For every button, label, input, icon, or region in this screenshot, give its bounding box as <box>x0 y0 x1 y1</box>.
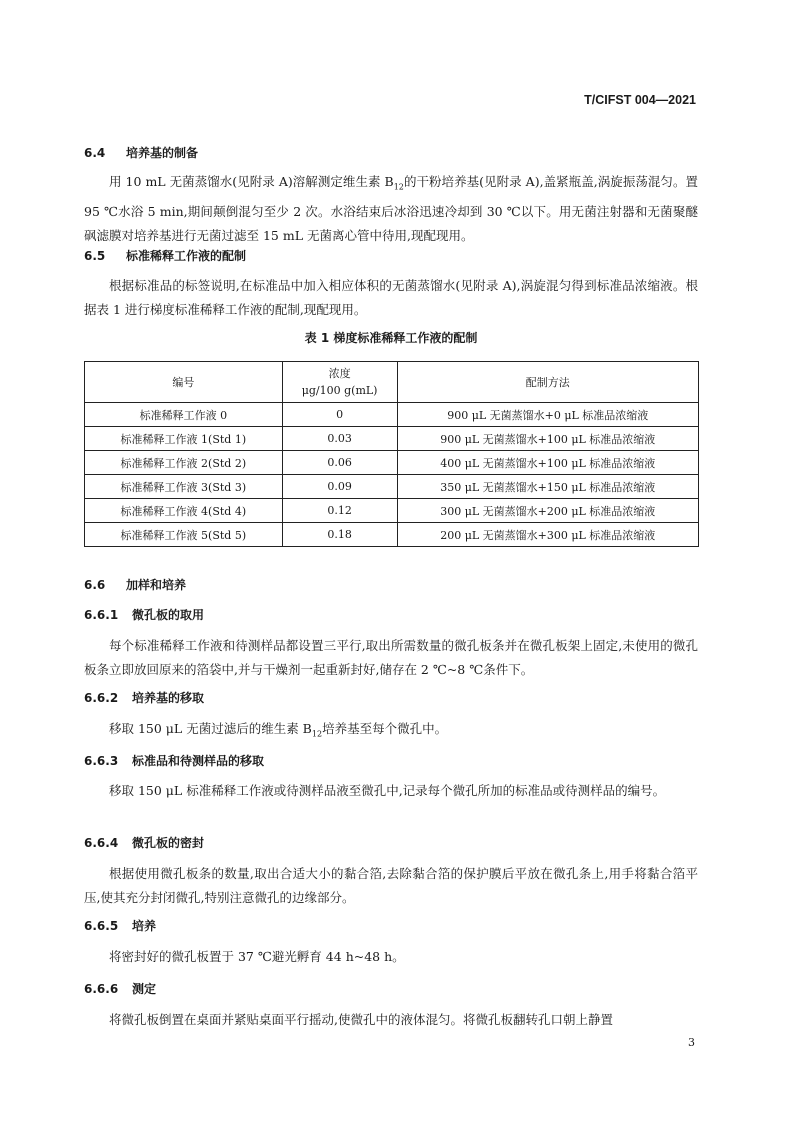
cell-id: 标准稀释工作液 1(Std 1) <box>85 427 283 451</box>
section-number: 6.6.6 <box>84 982 119 996</box>
paragraph-6-6-2 <box>84 717 698 747</box>
document-code: T/CIFST 004—2021 <box>584 93 696 107</box>
page-number: 3 <box>688 1036 695 1049</box>
text-run: 用 10 mL 无菌蒸馏水(见附录 A)溶解测定维生素 B <box>109 174 394 189</box>
text-run: 的干粉培养基(见附录 A),盖紧瓶盖,涡旋振荡混匀。置 95 ℃水浴 5 min,期间颠倒混匀至少 2 次。水浴结束后冰浴迅速冷却到 30 ℃以下。用无菌注射器和无菌聚醚砜滤膜对培养基进行无菌过滤至 15 mL 无菌离心管中待用,现配现用。 <box>84 174 698 243</box>
cell-method: 300 μL 无菌蒸馏水+200 μL 标准品浓缩液 <box>397 499 698 523</box>
section-title: 测定 <box>132 982 157 996</box>
section-title: 培养 <box>132 919 157 933</box>
section-title: 培养基的移取 <box>132 691 205 705</box>
table-row <box>85 475 699 499</box>
cell-conc: 0.12 <box>282 499 397 523</box>
cell-id: 标准稀释工作液 0 <box>85 403 283 427</box>
table-row <box>85 523 699 547</box>
table-caption: 表 1 梯度标准稀释工作液的配制 <box>304 331 478 345</box>
cell-conc: 0.03 <box>282 427 397 451</box>
paragraph-6-6-6: 将微孔板倒置在桌面并紧贴桌面平行摇动,使微孔中的液体混匀。将微孔板翻转孔口朝上静置 <box>109 1012 613 1027</box>
subscript: 12 <box>393 182 404 192</box>
paragraph-6-5: 根据标准品的标签说明,在标准品中加入相应体积的无菌蒸馏水(见附录 A),涡旋混匀得到标准品浓缩液。根据表 1 进行梯度标准稀释工作液的配制,现配现用。 <box>84 278 698 317</box>
cell-conc: 0.06 <box>282 451 397 475</box>
section-number: 6.6.1 <box>84 608 119 622</box>
text-run: 移取 150 μL 无菌过滤后的维生素 B <box>109 721 312 736</box>
cell-id: 标准稀释工作液 5(Std 5) <box>85 523 283 547</box>
section-title: 加样和培养 <box>126 578 187 592</box>
header-id: 编号 <box>85 362 283 403</box>
table-row <box>85 403 699 427</box>
table-row <box>85 451 699 475</box>
cell-id: 标准稀释工作液 4(Std 4) <box>85 499 283 523</box>
section-number: 6.6 <box>84 578 106 592</box>
gradient-dilution-table <box>84 361 699 547</box>
section-number: 6.4 <box>84 146 106 160</box>
section-heading-6-6-3 <box>84 752 264 769</box>
header-method: 配制方法 <box>397 362 698 403</box>
section-heading-6-6-2 <box>84 689 204 706</box>
paragraph-6-6-4: 根据使用微孔板条的数量,取出合适大小的黏合箔,去除黏合箔的保护膜后平放在微孔条上,用手将黏合箔平压,使其充分封闭微孔,特别注意微孔的边缘部分。 <box>84 866 698 905</box>
paragraph-6-6-3: 移取 150 μL 标准稀释工作液或待测样品液至微孔中,记录每个微孔所加的标准品或待测样品的编号。 <box>109 783 666 798</box>
paragraph-6-4 <box>84 170 698 248</box>
table-row <box>85 499 699 523</box>
table-row <box>85 427 699 451</box>
cell-method: 900 μL 无菌蒸馏水+0 μL 标准品浓缩液 <box>397 403 698 427</box>
paragraph-6-6-5: 将密封好的微孔板置于 37 ℃避光孵育 44 h~48 h。 <box>109 949 405 964</box>
cell-id: 标准稀释工作液 2(Std 2) <box>85 451 283 475</box>
section-heading-6-6-6 <box>84 980 156 997</box>
cell-id: 标准稀释工作液 3(Std 3) <box>85 475 283 499</box>
section-title: 微孔板的密封 <box>132 836 205 850</box>
cell-conc: 0.18 <box>282 523 397 547</box>
text-run: 培养基至每个微孔中。 <box>322 721 448 736</box>
section-heading-6-4 <box>84 144 198 161</box>
section-number: 6.6.4 <box>84 836 119 850</box>
section-number: 6.6.5 <box>84 919 119 933</box>
section-number: 6.6.2 <box>84 691 119 705</box>
subscript: 12 <box>311 729 323 739</box>
section-title: 标准稀释工作液的配制 <box>126 249 247 263</box>
header-conc <box>282 362 397 403</box>
cell-conc: 0 <box>282 403 397 427</box>
paragraph-6-6-1: 每个标准稀释工作液和待测样品都设置三平行,取出所需数量的微孔板条并在微孔板架上固定,未使用的微孔板条立即放回原来的箔袋中,并与干燥剂一起重新封好,储存在 2 ℃~8 ℃条件下。 <box>84 638 698 677</box>
section-heading-6-6-4 <box>84 834 204 851</box>
cell-method: 350 μL 无菌蒸馏水+150 μL 标准品浓缩液 <box>397 475 698 499</box>
section-title: 微孔板的取用 <box>132 608 205 622</box>
table-header-row <box>85 362 699 403</box>
cell-method: 900 μL 无菌蒸馏水+100 μL 标准品浓缩液 <box>397 427 698 451</box>
section-number: 6.5 <box>84 249 106 263</box>
cell-method: 400 μL 无菌蒸馏水+100 μL 标准品浓缩液 <box>397 451 698 475</box>
section-title: 标准品和待测样品的移取 <box>132 754 265 768</box>
section-heading-6-6 <box>84 576 186 593</box>
header-conc-line1: 浓度 <box>328 367 351 380</box>
cell-conc: 0.09 <box>282 475 397 499</box>
section-heading-6-6-5 <box>84 917 156 934</box>
section-title: 培养基的制备 <box>126 146 199 160</box>
cell-method: 200 μL 无菌蒸馏水+300 μL 标准品浓缩液 <box>397 523 698 547</box>
header-conc-line2: μg/100 g(mL) <box>301 384 378 397</box>
section-number: 6.6.3 <box>84 754 119 768</box>
section-heading-6-6-1 <box>84 606 204 623</box>
section-heading-6-5 <box>84 247 246 264</box>
